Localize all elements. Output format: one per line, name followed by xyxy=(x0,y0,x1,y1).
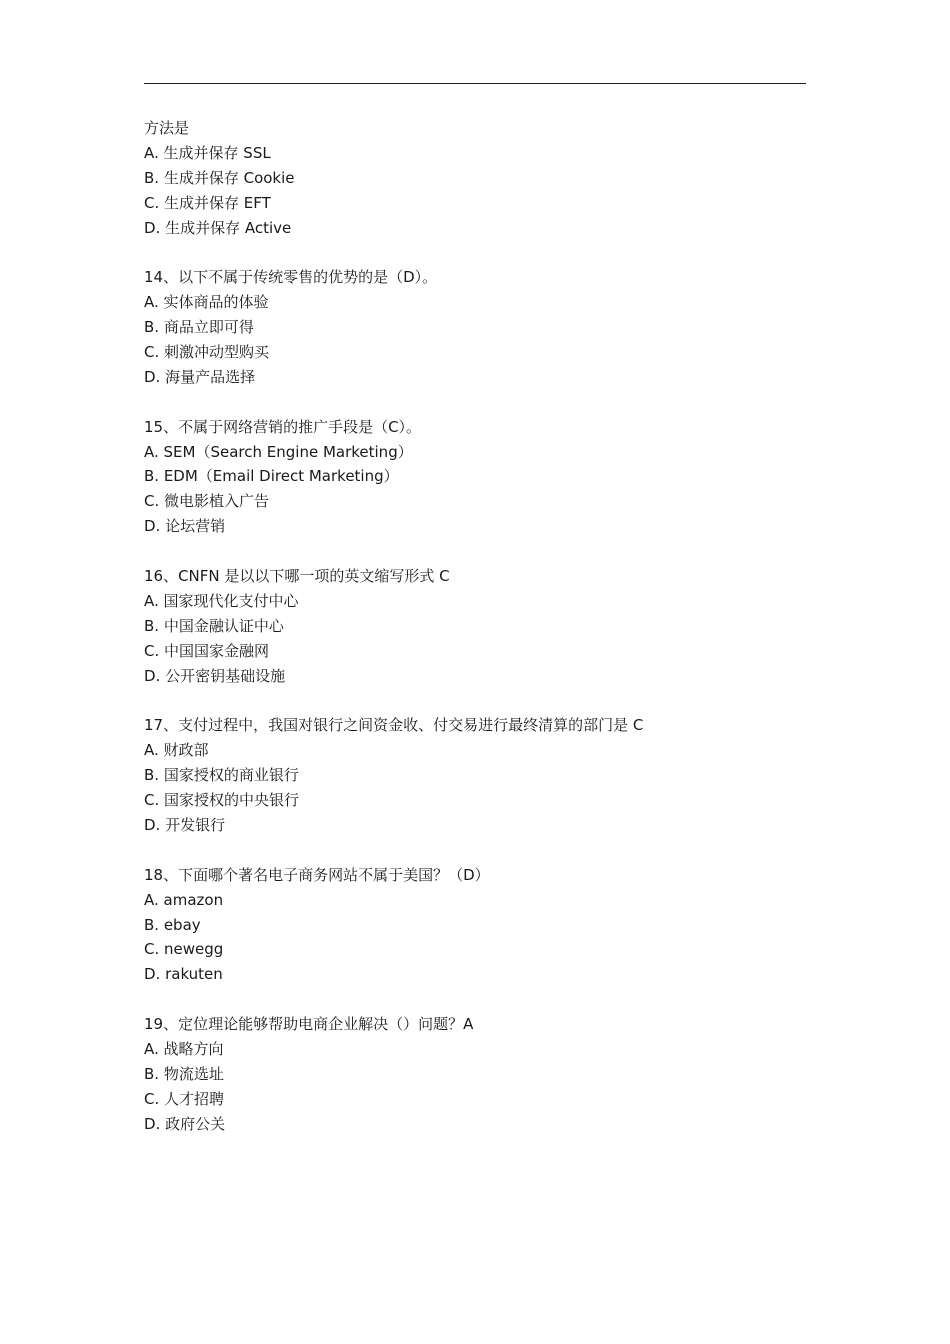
option-a: A. amazon xyxy=(144,890,224,909)
spacer xyxy=(144,688,806,713)
option-b: B. 商品立即可得 xyxy=(144,318,254,337)
option-d: D. rakuten xyxy=(144,965,223,984)
question-block xyxy=(144,116,806,240)
question-block xyxy=(144,564,806,688)
option-a: A. 战略方向 xyxy=(144,1039,224,1058)
question-stem: 16、CNFN 是以以下哪一项的英文缩写形式 C xyxy=(144,567,450,586)
option-d: D. 生成并保存 Active xyxy=(144,218,292,237)
question-list xyxy=(144,116,806,1137)
question-stem: 17、支付过程中，我国对银行之间资金收、付交易进行最终清算的部门是 C xyxy=(144,716,644,735)
question-stem: 19、定位理论能够帮助电商企业解决（）问题？A xyxy=(144,1015,474,1034)
option-a: A. 财政部 xyxy=(144,741,209,760)
header-rule xyxy=(144,83,806,84)
spacer xyxy=(144,539,806,564)
option-c: C. 国家授权的中央银行 xyxy=(144,791,300,810)
option-b: B. EDM（Email Direct Marketing） xyxy=(144,467,399,486)
option-b: B. 中国金融认证中心 xyxy=(144,616,284,635)
option-d: D. 开发银行 xyxy=(144,815,226,834)
option-b: B. 物流选址 xyxy=(144,1064,224,1083)
option-d: D. 论坛营销 xyxy=(144,517,226,536)
question-stem: 15、不属于网络营销的推广手段是（C）。 xyxy=(144,417,422,436)
question-block xyxy=(144,415,806,539)
option-b: B. 国家授权的商业银行 xyxy=(144,766,299,785)
option-b: B. 生成并保存 Cookie xyxy=(144,168,295,187)
question-stem: 14、以下不属于传统零售的优势的是（D）。 xyxy=(144,268,438,287)
spacer xyxy=(144,240,806,265)
option-c: C. 刺激冲动型购买 xyxy=(144,343,270,362)
question-stem: 方法是 xyxy=(144,119,190,137)
spacer xyxy=(144,838,806,863)
spacer xyxy=(144,390,806,415)
option-c: C. 微电影植入广告 xyxy=(144,492,270,511)
question-block xyxy=(144,1012,806,1136)
option-c: C. 生成并保存 EFT xyxy=(144,193,271,212)
option-d: D. 政府公关 xyxy=(144,1114,226,1133)
option-a: A. 实体商品的体验 xyxy=(144,293,269,312)
question-block xyxy=(144,265,806,389)
spacer xyxy=(144,987,806,1012)
option-c: C. newegg xyxy=(144,940,224,959)
question-block xyxy=(144,713,806,837)
option-b: B. ebay xyxy=(144,915,201,934)
option-d: D. 公开密钥基础设施 xyxy=(144,666,286,685)
question-block xyxy=(144,863,806,987)
option-a: A. 生成并保存 SSL xyxy=(144,143,271,162)
question-stem: 18、下面哪个著名电子商务网站不属于美国？（D） xyxy=(144,865,490,884)
option-a: A. 国家现代化支付中心 xyxy=(144,591,299,610)
option-a: A. SEM（Search Engine Marketing） xyxy=(144,442,413,461)
option-c: C. 人才招聘 xyxy=(144,1089,225,1108)
option-d: D. 海量产品选择 xyxy=(144,367,256,386)
option-c: C. 中国国家金融网 xyxy=(144,641,270,660)
